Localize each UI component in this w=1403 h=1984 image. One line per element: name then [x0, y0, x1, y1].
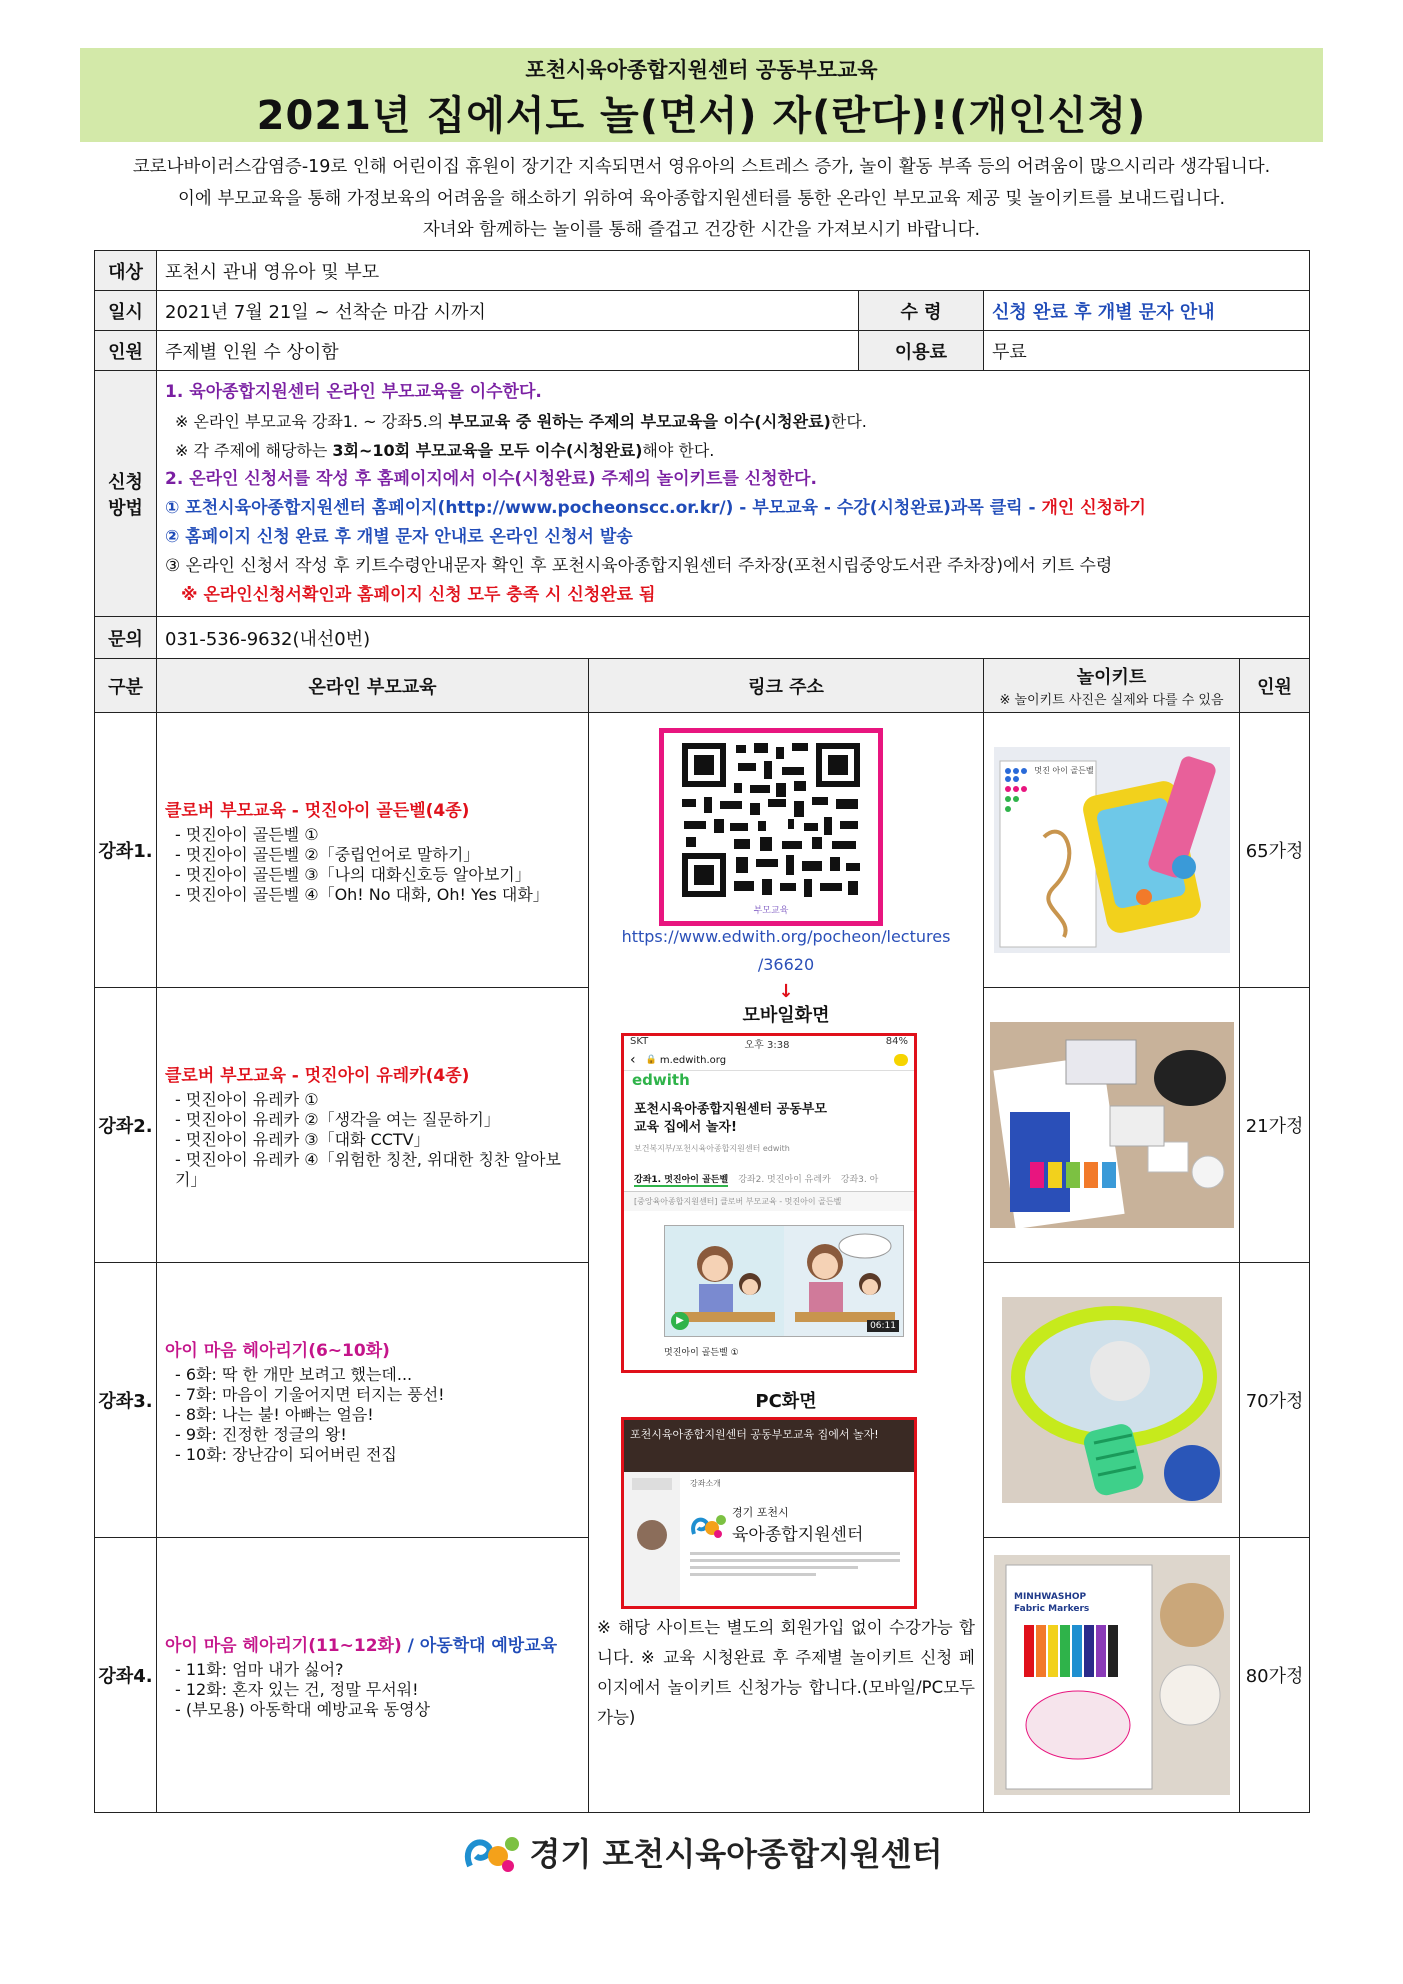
- method-note2: ※ 각 주제에 해당하는 3회~10회 부모교육을 모두 이수(시청완료)해야 한다.: [175, 440, 715, 460]
- pc-logo-sub: 경기 포천시: [732, 1506, 789, 1519]
- col-people: 인원: [1240, 659, 1310, 713]
- date-label: 일시: [95, 291, 157, 331]
- pc-label: PC화면: [755, 1391, 817, 1412]
- pc-sidebar: [624, 1472, 680, 1606]
- contact-value: 031-536-9632(내선0번): [157, 617, 1310, 659]
- method-item2: ② 홈페이지 신청 완료 후 개별 문자 안내로 온라인 신청서 발송: [165, 526, 633, 547]
- tab-lecture3[interactable]: 강좌3. 아: [840, 1175, 879, 1185]
- video-thumbnail[interactable]: [664, 1225, 904, 1337]
- kit2-image: [990, 1022, 1234, 1228]
- pc-screenshot: [621, 1417, 917, 1609]
- back-icon: ‹: [630, 1052, 636, 1068]
- date-value: 2021년 7월 21일 ~ 선착순 마감 시까지: [157, 291, 859, 331]
- site-note: ※ 해당 사이트는 별도의 회원가입 없이 수강가능 합니다. ※ 교육 시청완료 후 주제별 놀이키트 신청 페이지에서 놀이키트 신청가능 합니다.(모바일/PC모두가능): [597, 1618, 975, 1727]
- method-label-line2: 방법: [108, 497, 143, 519]
- col-category: 구분: [95, 659, 157, 713]
- video-duration: 06:11: [867, 1320, 899, 1332]
- kit1-cell: [984, 713, 1240, 988]
- lecture1-title: 클로버 부모교육 - 멋진아이 골든벨(4종): [165, 800, 470, 821]
- qr-caption: 부모교육: [753, 906, 789, 916]
- play-icon[interactable]: ▶: [671, 1312, 689, 1330]
- edwith-link[interactable]: [589, 923, 983, 979]
- course-org: 보건복지부/포천시육아종합지원센터 edwith: [634, 1144, 790, 1153]
- lecture2-content: [157, 988, 589, 1263]
- pc-header: [624, 1420, 914, 1472]
- kit3-cell: [984, 1263, 1240, 1538]
- fee-value: 무료: [984, 331, 1310, 371]
- lecture3-people: 70가정: [1240, 1263, 1310, 1538]
- course-tabs: [624, 1168, 914, 1192]
- list-item: - 12화: 혼자 있는 건, 정말 무서워!: [175, 1679, 419, 1699]
- method-label: [95, 371, 157, 617]
- list-item: - 7화: 마음이 기울어지면 터지는 풍선!: [175, 1384, 445, 1404]
- chat-icon: [894, 1054, 908, 1066]
- course-title: 포천시육아종합지원센터 공동부모교육 집에서 놀자!: [634, 1102, 827, 1135]
- lecture1-label: 강좌1.: [95, 713, 157, 988]
- method-label-line1: 신청: [108, 471, 143, 493]
- qr-code[interactable]: [659, 728, 883, 926]
- url-text: m.edwith.org: [659, 1054, 727, 1066]
- intro-line-1: 코로나바이러스감염증-19로 인해 어린이집 휴원이 장기간 지속되면서 영유아의 스트레스 증가, 놀이 활동 부족 등의 어려움이 많으시리라 생각됩니다.: [132, 157, 1271, 177]
- method-note1: ※ 온라인 부모교육 강좌1. ~ 강좌5.의 부모교육 중 원하는 주제의 부모교육을 이수(시청완료)한다.: [175, 411, 867, 431]
- footer: [0, 1826, 1403, 1878]
- receive-label: 수 령: [859, 291, 984, 331]
- lecture4-people: 80가정: [1240, 1538, 1310, 1813]
- target-label: 대상: [95, 251, 157, 291]
- center-logo-icon: [688, 1508, 728, 1542]
- list-item: - 멋진아이 골든벨 ③「나의 대화신호등 알아보기」: [175, 864, 531, 884]
- lecture4-label: 강좌4.: [95, 1538, 157, 1813]
- list-item: - 멋진아이 유레카 ①: [175, 1089, 319, 1109]
- list-item: - 멋진아이 유레카 ②「생각을 여는 질문하기」: [175, 1109, 500, 1129]
- pc-logo: [688, 1504, 863, 1545]
- pc-menu-title: 강좌소개: [690, 1479, 721, 1488]
- phone-url-bar: [624, 1050, 914, 1071]
- lecture2-title: 클로버 부모교육 - 멋진아이 유레카(4종): [165, 1065, 470, 1086]
- kit4-product: Fabric Markers: [1013, 1604, 1089, 1614]
- list-item: - 멋진아이 골든벨 ②「중립언어로 말하기」: [175, 844, 480, 864]
- list-item: - 멋진아이 골든벨 ①: [175, 824, 319, 844]
- method-step1: 1. 육아종합지원센터 온라인 부모교육을 이수한다.: [165, 381, 542, 402]
- list-item: - 9화: 진정한 정글의 왕!: [175, 1424, 347, 1444]
- lecture2-label: 강좌2.: [95, 988, 157, 1263]
- intro-line-2: 이에 부모교육을 통해 가정보육의 어려움을 해소하기 위하여 육아종합지원센터를 통한 온라인 부모교육 제공 및 놀이키트를 보내드립니다.: [177, 189, 1226, 209]
- center-logo-icon: [460, 1826, 524, 1878]
- col-online: 온라인 부모교육: [157, 659, 589, 713]
- method-step2: 2. 온라인 신청서를 작성 후 홈페이지에서 이수(시청완료) 주제의 놀이키트를 신청한다.: [165, 468, 817, 489]
- title-banner: [80, 48, 1323, 142]
- list-item: - 멋진아이 골든벨 ④「Oh! No 대화, Oh! Yes 대화」: [175, 884, 549, 904]
- list-item: - (부모용) 아동학대 예방교육 동영상: [175, 1699, 430, 1719]
- list-item: - 멋진아이 유레카 ④「위험한 칭찬, 위대한 칭찬 알아보기」: [175, 1149, 561, 1189]
- people-value: 주제별 인원 수 상이함: [157, 331, 859, 371]
- pc-body-text: [690, 1552, 900, 1576]
- lecture2-people: 21가정: [1240, 988, 1310, 1263]
- method-warning: ※ 온라인신청서확인과 홈페이지 신청 모두 충족 시 신청완료 됨: [181, 584, 656, 605]
- kit4-image: [994, 1555, 1230, 1795]
- footer-org-name: 경기 포천시육아종합지원센터: [529, 1835, 943, 1873]
- fee-label: 이용료: [859, 331, 984, 371]
- method-item1[interactable]: ① 포천시육아종합지원센터 홈페이지(http://www.pocheonscc.or.kr/) - 부모교육 - 수강(시청완료)과목 클릭 - 개인 신청하기: [165, 497, 1146, 518]
- qr-code-image: [664, 733, 878, 921]
- video-title: 멋진아이 골든벨 ①: [664, 1348, 739, 1358]
- list-item: - 8화: 나는 불! 아빠는 얼음!: [175, 1404, 374, 1424]
- kit4-cell: [984, 1538, 1240, 1813]
- contact-label: 문의: [95, 617, 157, 659]
- kit1-label: 멋진 아이 골든벨: [1033, 766, 1094, 775]
- col-kit-title: 놀이키트: [1076, 667, 1147, 688]
- col-link: 링크 주소: [589, 659, 984, 713]
- lock-icon: 🔒: [645, 1055, 657, 1065]
- phone-status-bar: SKT 오후 3:38 84%: [624, 1036, 914, 1050]
- receive-value: 신청 완료 후 개별 문자 안내: [984, 291, 1310, 331]
- kit3-image: [1002, 1297, 1222, 1503]
- pc-course-title: 포천시육아종합지원센터 공동부모교육 집에서 놀자!: [630, 1428, 879, 1441]
- edwith-logo: edwith: [632, 1071, 690, 1089]
- lecture4-content: [157, 1538, 589, 1813]
- list-item: - 10화: 장난감이 되어버린 전집: [175, 1444, 397, 1464]
- avatar: [637, 1520, 667, 1550]
- lecture3-title: 아이 마음 헤아리기(6~10화): [165, 1340, 390, 1361]
- banner-title: 2021년 집에서도 놀(면서) 자(란다)!(개인신청): [256, 93, 1147, 139]
- tab-lecture1[interactable]: 강좌1. 멋진아이 골든벨: [634, 1172, 728, 1187]
- kit2-cell: [984, 988, 1240, 1263]
- url-line1: https://www.edwith.org/pocheon/lectures: [621, 927, 951, 946]
- intro-line-3: 자녀와 함께하는 놀이를 통해 즐겁고 건강한 시간을 가져보시기 바랍니다.: [422, 220, 981, 240]
- list-item: - 멋진아이 유레카 ③「대화 CCTV」: [175, 1129, 430, 1149]
- program-table: [94, 250, 1310, 1813]
- method-content: [157, 371, 1310, 617]
- mobile-screenshot: [621, 1033, 917, 1373]
- pc-sidebar-tab[interactable]: [632, 1478, 672, 1490]
- lecture-breadcrumb: [중앙육아종합지원센터] 클로버 부모교육 - 멋진아이 골든벨: [624, 1192, 914, 1211]
- col-kit-note: ※ 놀이키트 사진은 실제와 다를 수 있음: [999, 693, 1224, 708]
- tab-lecture2[interactable]: 강좌2. 멋진아이 유레카: [738, 1175, 831, 1185]
- kit4-brand: MINHWASHOP: [1013, 1592, 1086, 1602]
- target-value: 포천시 관내 영유아 및 부모: [157, 251, 1310, 291]
- banner-subtitle: 포천시육아종합지원센터 공동부모교육: [525, 58, 878, 82]
- link-cell: [589, 713, 984, 1813]
- lecture1-content: [157, 713, 589, 988]
- pc-logo-main: 육아종합지원센터: [732, 1525, 864, 1545]
- list-item: - 11화: 엄마 내가 싫어?: [175, 1659, 344, 1679]
- col-kit: [984, 659, 1240, 713]
- mobile-label: 모바일화면: [742, 1005, 830, 1026]
- kit1-image: [994, 747, 1230, 953]
- lecture3-label: 강좌3.: [95, 1263, 157, 1538]
- lecture4-title: 아이 마음 헤아리기(11~12화) / 아동학대 예방교육: [165, 1635, 558, 1656]
- down-arrow-icon: ↓: [778, 981, 794, 1002]
- people-label: 인원: [95, 331, 157, 371]
- list-item: - 6화: 딱 한 개만 보려고 했는데...: [175, 1364, 413, 1384]
- url-line2: /36620: [757, 955, 815, 974]
- lecture3-content: [157, 1263, 589, 1538]
- lecture1-people: 65가정: [1240, 713, 1310, 988]
- method-item3: ③ 온라인 신청서 작성 후 키트수령안내문자 확인 후 포천시육아종합지원센터 주차장(포천시립중앙도서관 주차장)에서 키트 수령: [165, 555, 1113, 576]
